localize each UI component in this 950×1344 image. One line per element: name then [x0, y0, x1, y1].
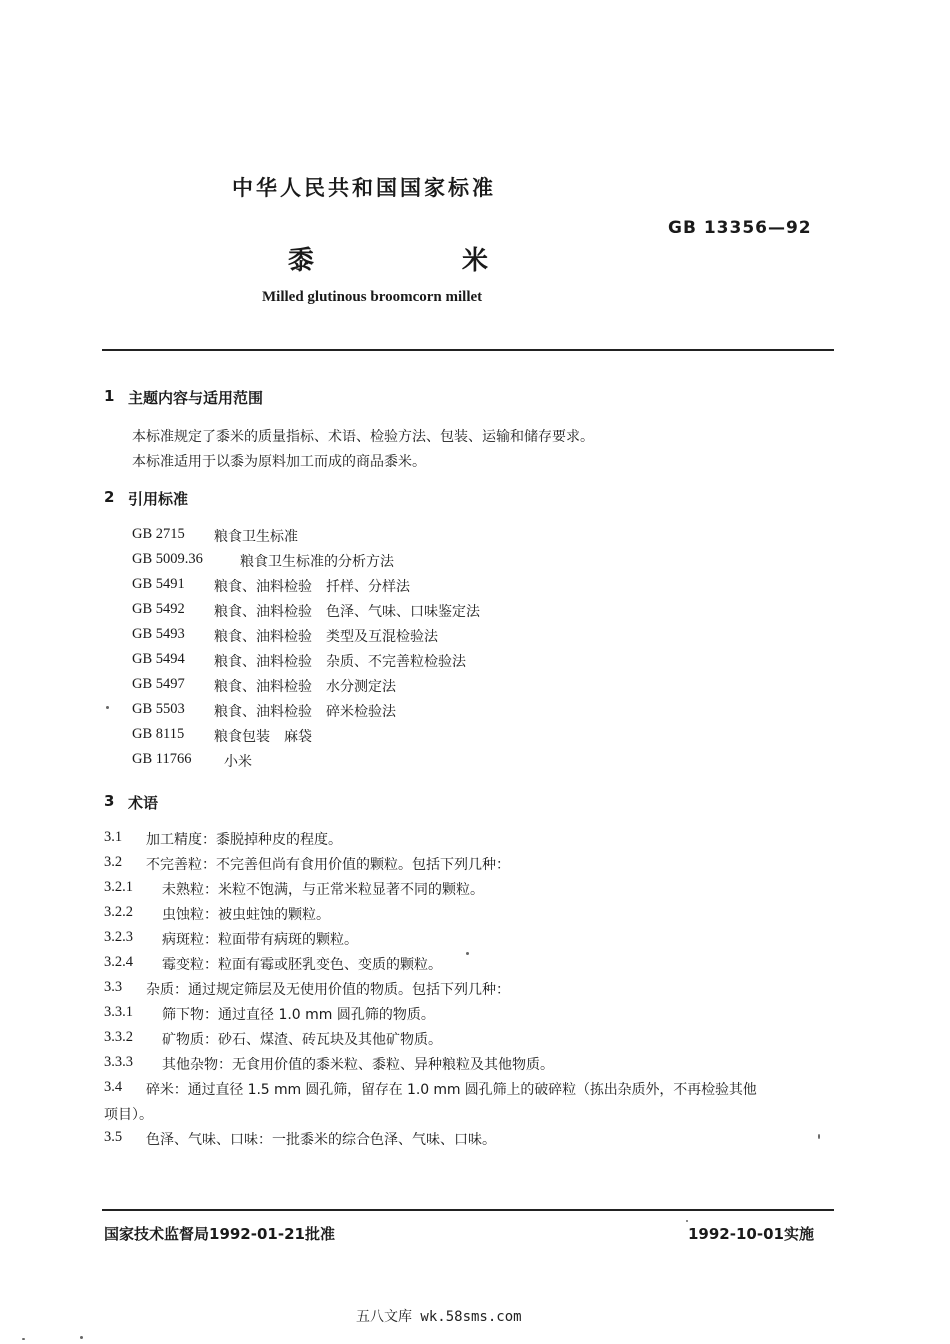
reference-title: 小米 — [224, 754, 252, 770]
term-number: 3.1 — [104, 829, 123, 845]
reference-title: 粮食卫生标准 — [214, 529, 298, 545]
term-text: 色泽、气味、口味：一批黍米的综合色泽、气味、口味。 — [146, 1132, 496, 1148]
term-text: 霉变粒：粒面有霉或胚乳变色、变质的颗粒。 — [162, 957, 442, 973]
section-3-title: 术语 — [128, 794, 159, 812]
section-3-number: 3 — [104, 792, 115, 810]
standard-title: 中华人民共和国国家标准 — [232, 176, 496, 200]
scan-speck — [106, 706, 109, 709]
scan-speck — [466, 952, 469, 955]
standard-number: GB 13356—92 — [668, 218, 812, 238]
reference-title: 粮食、油料检验 杂质、不完善粒检验法 — [214, 654, 466, 670]
term-text: 筛下物：通过直径 1.0 mm 圆孔筛的物质。 — [162, 1007, 435, 1023]
reference-code: GB 8115 — [132, 726, 185, 742]
term-text: 不完善粒：不完善但尚有食用价值的颗粒。包括下列几种： — [146, 857, 510, 873]
scan-speck — [818, 1134, 820, 1139]
term-number: 3.2.1 — [104, 879, 133, 895]
effective-date-line: 1992-10-01实施 — [688, 1225, 814, 1243]
section-1-paragraph: 本标准规定了黍米的质量指标、术语、检验方法、包装、运输和储存要求。 — [132, 429, 594, 445]
term-number: 3.2.3 — [104, 929, 133, 945]
reference-code: GB 5493 — [132, 626, 185, 642]
doc-title-char-1: 黍 — [288, 246, 315, 276]
reference-title: 粮食包装 麻袋 — [214, 729, 312, 745]
reference-title: 粮食、油料检验 色泽、气味、口味鉴定法 — [214, 604, 480, 620]
watermark-text: 五八文库 wk.58sms.com — [356, 1309, 522, 1325]
term-text: 未熟粒：米粒不饱满，与正常米粒显著不同的颗粒。 — [162, 882, 484, 898]
doc-title-char-2: 米 — [462, 246, 489, 276]
reference-title: 粮食、油料检验 碎米检验法 — [214, 704, 396, 720]
reference-code: GB 5503 — [132, 701, 185, 717]
scan-speck — [686, 1220, 688, 1222]
reference-code: GB 2715 — [132, 526, 185, 542]
term-text: 杂质：通过规定筛层及无使用价值的物质。包括下列几种： — [146, 982, 510, 998]
reference-code: GB 5491 — [132, 576, 185, 592]
approval-line: 国家技术监督局1992-01-21批准 — [104, 1225, 335, 1243]
term-number: 3.3.2 — [104, 1029, 133, 1045]
reference-title: 粮食、油料检验 水分测定法 — [214, 679, 396, 695]
reference-title: 粮食、油料检验 扦样、分样法 — [214, 579, 410, 595]
reference-code: GB 5009.36 — [132, 551, 203, 567]
term-number: 3.5 — [104, 1129, 123, 1145]
top-divider — [102, 349, 834, 351]
reference-title: 粮食卫生标准的分析方法 — [240, 554, 394, 570]
term-text: 碎米：通过直径 1.5 mm 圆孔筛，留存在 1.0 mm 圆孔筛上的破碎粒（拣出杂质外，不再检验其他 — [146, 1082, 757, 1098]
term-number: 3.4 — [104, 1079, 123, 1095]
term-number: 3.2 — [104, 854, 123, 870]
term-text: 矿物质：砂石、煤渣、砖瓦块及其他矿物质。 — [162, 1032, 442, 1048]
section-1-paragraph: 本标准适用于以黍为原料加工而成的商品黍米。 — [132, 454, 426, 470]
term-number: 3.3 — [104, 979, 123, 995]
term-text-continuation: 项目）。 — [104, 1107, 153, 1123]
term-number: 3.3.1 — [104, 1004, 133, 1020]
reference-code: GB 5494 — [132, 651, 185, 667]
term-number: 3.2.2 — [104, 904, 133, 920]
reference-code: GB 5497 — [132, 676, 185, 692]
term-number: 3.2.4 — [104, 954, 133, 970]
section-2-title: 引用标准 — [128, 490, 189, 508]
reference-title: 粮食、油料检验 类型及互混检验法 — [214, 629, 438, 645]
reference-code: GB 11766 — [132, 751, 192, 767]
scan-speck — [22, 1338, 25, 1340]
term-text: 病斑粒：粒面带有病斑的颗粒。 — [162, 932, 358, 948]
scan-speck — [80, 1336, 83, 1339]
term-text: 虫蚀粒：被虫蛀蚀的颗粒。 — [162, 907, 330, 923]
term-text: 加工精度：黍脱掉种皮的程度。 — [146, 832, 342, 848]
bottom-divider — [102, 1209, 834, 1211]
doc-subtitle: Milled glutinous broomcorn millet — [262, 289, 483, 305]
term-number: 3.3.3 — [104, 1054, 133, 1070]
section-1-title: 主题内容与适用范围 — [128, 389, 264, 407]
section-1-number: 1 — [104, 387, 115, 405]
term-text: 其他杂物：无食用价值的黍米粒、黍粒、异种粮粒及其他物质。 — [162, 1057, 554, 1073]
section-2-number: 2 — [104, 488, 115, 506]
reference-code: GB 5492 — [132, 601, 185, 617]
